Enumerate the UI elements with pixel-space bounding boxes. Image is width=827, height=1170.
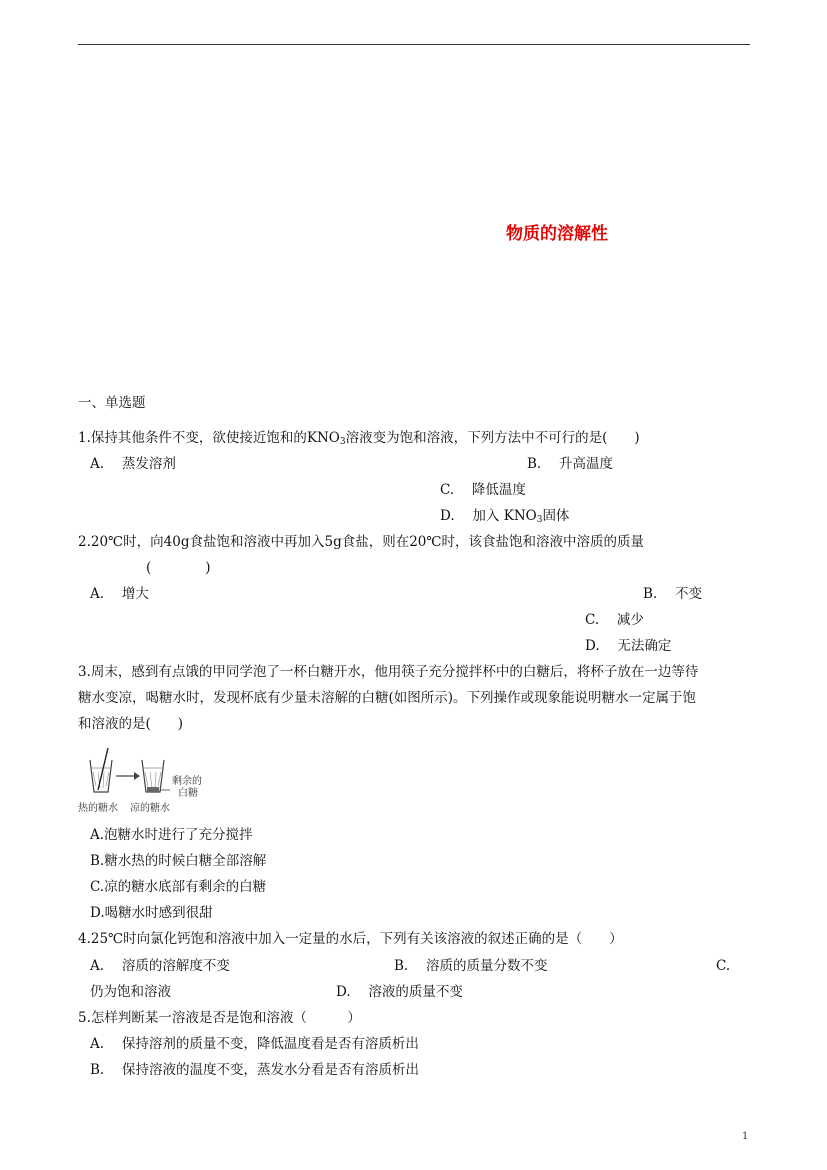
q3-option-c: C.凉的糖水底部有剩余的白糖 — [90, 879, 267, 895]
sugar-water-figure — [78, 746, 228, 816]
q5-option-b: B. 保持溶液的温度不变，蒸发水分看是否有溶质析出 — [90, 1062, 420, 1078]
q2-stem-line1: 2.20℃时，向40g食盐饱和溶液中再加入5g食盐，则在20℃时，该食盐饱和溶液中溶质的质量 — [78, 534, 644, 550]
cold-cup-illustration — [142, 760, 170, 792]
q2-option-d: D. 无法确定 — [585, 638, 672, 654]
q3-option-d: D.喝糖水时感到很甜 — [90, 905, 213, 921]
hot-cup-illustration — [90, 748, 112, 792]
arrow-icon — [116, 772, 140, 780]
q1-option-b: B. 升高温度 — [527, 456, 614, 472]
section-heading: 一、单选题 — [78, 395, 146, 411]
q2-option-b: B. 不变 — [643, 586, 703, 602]
q1-option-a: A. 蒸发溶剂 — [90, 456, 176, 472]
figure-label-cold: 凉的糖水 — [130, 803, 170, 814]
q3-stem-line2: 糖水变凉，喝糖水时，发现杯底有少量未溶解的白糖(如图所示)。下列操作或现象能说明糖水一定属于饱 — [78, 690, 697, 706]
figure-label-remaining-2: 白糖 — [178, 788, 198, 799]
q3-option-b: B.糖水热的时候白糖全部溶解 — [90, 853, 267, 869]
figure-label-remaining-1: 剩余的 — [172, 776, 202, 787]
q4-option-b: B. 溶质的质量分数不变 — [394, 958, 548, 974]
page-title: 物质的溶解性 — [506, 224, 608, 244]
figure-label-hot: 热的糖水 — [78, 803, 118, 814]
q4-stem: 4.25℃时向氯化钙饱和溶液中加入一定量的水后，下列有关该溶液的叙述正确的是（ ） — [78, 931, 623, 947]
q4-option-c-label: C. — [716, 958, 731, 974]
q3-stem-line1: 3.周末，感到有点饿的甲同学泡了一杯白糖开水，他用筷子充分搅拌杯中的白糖后，将杯子放在一边等待 — [78, 664, 699, 680]
page-number: 1 — [742, 1131, 749, 1142]
q3-stem-line3: 和溶液的是( ) — [78, 716, 184, 732]
q2-stem-line2: ( ) — [146, 560, 211, 576]
q5-option-a: A. 保持溶剂的质量不变，降低温度看是否有溶质析出 — [90, 1036, 419, 1052]
header-rule — [78, 44, 750, 45]
q1-stem: 1.保持其他条件不变，欲使接近饱和的$KNO_3$溶液变为饱和溶液，下列方法中不可行的是( ) — [78, 430, 640, 447]
q2-option-c: C. 减少 — [585, 612, 644, 628]
q1-option-c: C. 降低温度 — [440, 482, 526, 498]
q4-option-a: A. 溶质的溶解度不变 — [90, 958, 230, 974]
q4-option-c-text: 仍为饱和溶液 — [90, 984, 171, 1000]
q5-stem: 5.怎样判断某一溶液是否是饱和溶液（ ） — [78, 1010, 361, 1026]
q1-option-d: D. 加入 $KNO_3$固体 — [440, 508, 570, 525]
q4-option-d: D. 溶液的质量不变 — [336, 984, 463, 1000]
q3-option-a: A.泡糖水时进行了充分搅拌 — [90, 827, 253, 843]
q2-option-a: A. 增大 — [90, 586, 149, 602]
